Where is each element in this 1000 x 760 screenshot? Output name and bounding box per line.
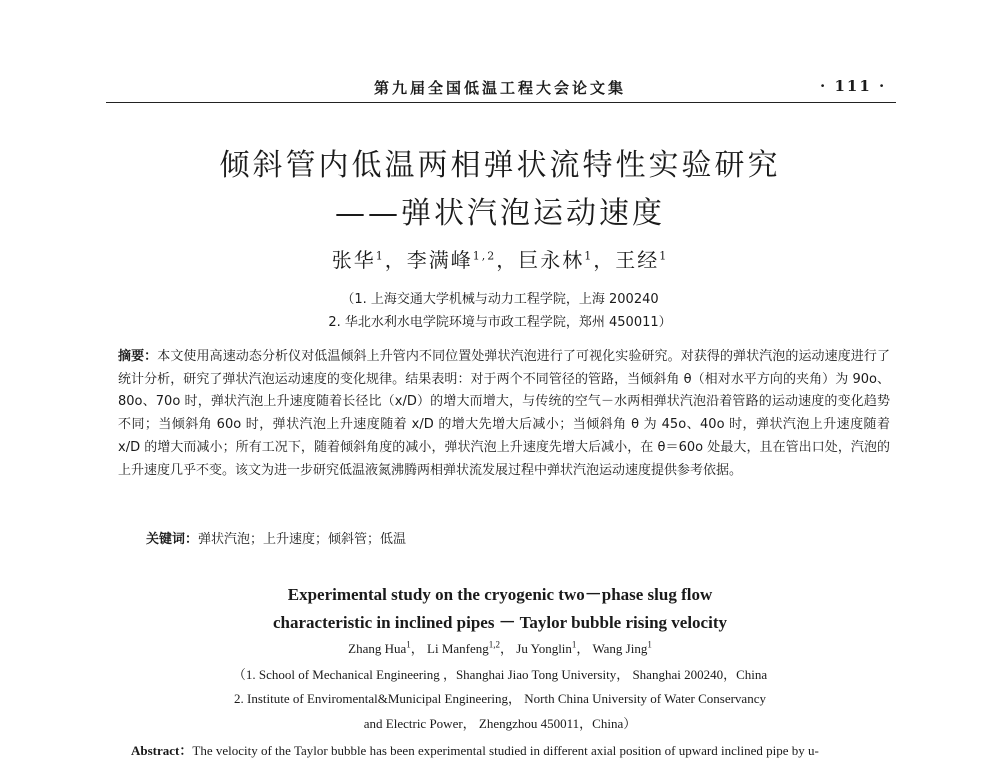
author-en: Zhang Hua: [348, 641, 407, 656]
affiliation-en-3: and Electric Power， Zhengzhou 450011，China）: [363, 716, 637, 731]
author-zh: 张华: [331, 248, 376, 272]
abstract-zh-text: 本文使用高速动态分析仪对低温倾斜上升管内不同位置处弹状汽泡进行了可视化实验研究。对获得的弹状汽泡的运动速度进行了统计分析，研究了弹状汽泡运动速度的变化规律。结果表明：对于两个不同管径的管路，当倾斜角 θ（相对水平方向的夹角）为 90o、80o、70o 时，弹状汽泡上升速度随着长径比（x/D）的增大而增大，与传统的空气－水两相弹状汽泡沿着管路的运动速度的变化趋势不同；当倾斜角 60o 时，弹状汽泡上升速度随着 x/D 的增大先增大后减小；当倾斜角 θ 为 45o、40o 时，弹状汽泡上升速度随着 x/D 的增大而减小；所有工况下，随着倾斜角度的减小，弹状汽泡上升速度先增大后减小，在 θ＝60o 处最大，且在管出口处，汽泡的上升速度几乎不变。该文为进一步研究低温液氮沸腾两相弹状流发展过程中弹状汽泡运动速度提供参考依据。: [118, 349, 890, 478]
author-zh-sup: 1: [375, 249, 385, 263]
keywords-zh: [146, 528, 406, 547]
keywords-zh-label: 关键词：: [146, 532, 199, 547]
authors-zh: 张华$^1$，李满峰$^{1,2}$，巨永林$^1$，王经$^1$: [331, 248, 669, 272]
title-zh-line1: 倾斜管内低温两相弹状流特性实验研究: [219, 148, 781, 183]
title-zh-line2: ——弹状汽泡运动速度: [335, 196, 665, 231]
header-rule: [106, 102, 896, 103]
author-zh: 李满峰: [406, 248, 473, 272]
author-en-sup: 1: [571, 639, 577, 650]
affiliation-zh-1: （1. 上海交通大学机械与动力工程学院，上海 200240: [341, 292, 659, 307]
abstract-zh-label: 摘要：: [118, 349, 158, 364]
authors-en: Zhang Hua$^1$， Li Manfeng$^{1,2}$， Ju Yonglin$^1$， Wang Jing$^1$: [348, 639, 652, 656]
author-en: Ju Yonglin: [516, 641, 572, 656]
running-title: 第九届全国低温工程大会论文集: [373, 79, 626, 97]
page-number: · 111 ·: [820, 77, 887, 95]
title-en-line2: characteristic in inclined pipes － Taylor bubble rising velocity: [273, 613, 727, 632]
author-zh-sup: 1: [584, 249, 594, 263]
author-zh: 巨永林: [518, 248, 585, 272]
affiliation-zh-2: 2. 华北水利水电学院环境与市政工程学院，郑州 450011）: [328, 315, 672, 330]
author-en-sup: 1: [406, 639, 411, 650]
abstract-en-label: Abstract：: [131, 743, 193, 758]
author-en-sup: 1,2: [488, 639, 501, 650]
author-en: Li Manfeng: [427, 641, 489, 656]
affiliation-en-2: 2. Institute of Enviromental&Municipal Engineering， North China University of Water Conservancy: [234, 691, 766, 706]
author-zh-sup: 1,2: [472, 249, 497, 263]
author-zh-sup: 1: [659, 249, 669, 263]
abstract-zh: [118, 346, 890, 482]
title-en-line1: Experimental study on the cryogenic two－phase slug flow: [287, 585, 713, 604]
author-zh: 王经: [615, 248, 660, 272]
abstract-en-text: The velocity of the Taylor bubble has been experimental studied in different axial position of upward inclined pipe by u-: [192, 743, 819, 758]
affiliation-en-1: （1. School of Mechanical Engineering ，Shanghai Jiao Tong University， Shanghai 200240，China: [232, 667, 768, 682]
abstract-en: [131, 740, 819, 759]
author-en-sup: 1: [647, 639, 652, 650]
keywords-zh-text: 弹状汽泡；上升速度；倾斜管；低温: [198, 532, 407, 547]
author-en: Wang Jing: [592, 641, 648, 656]
